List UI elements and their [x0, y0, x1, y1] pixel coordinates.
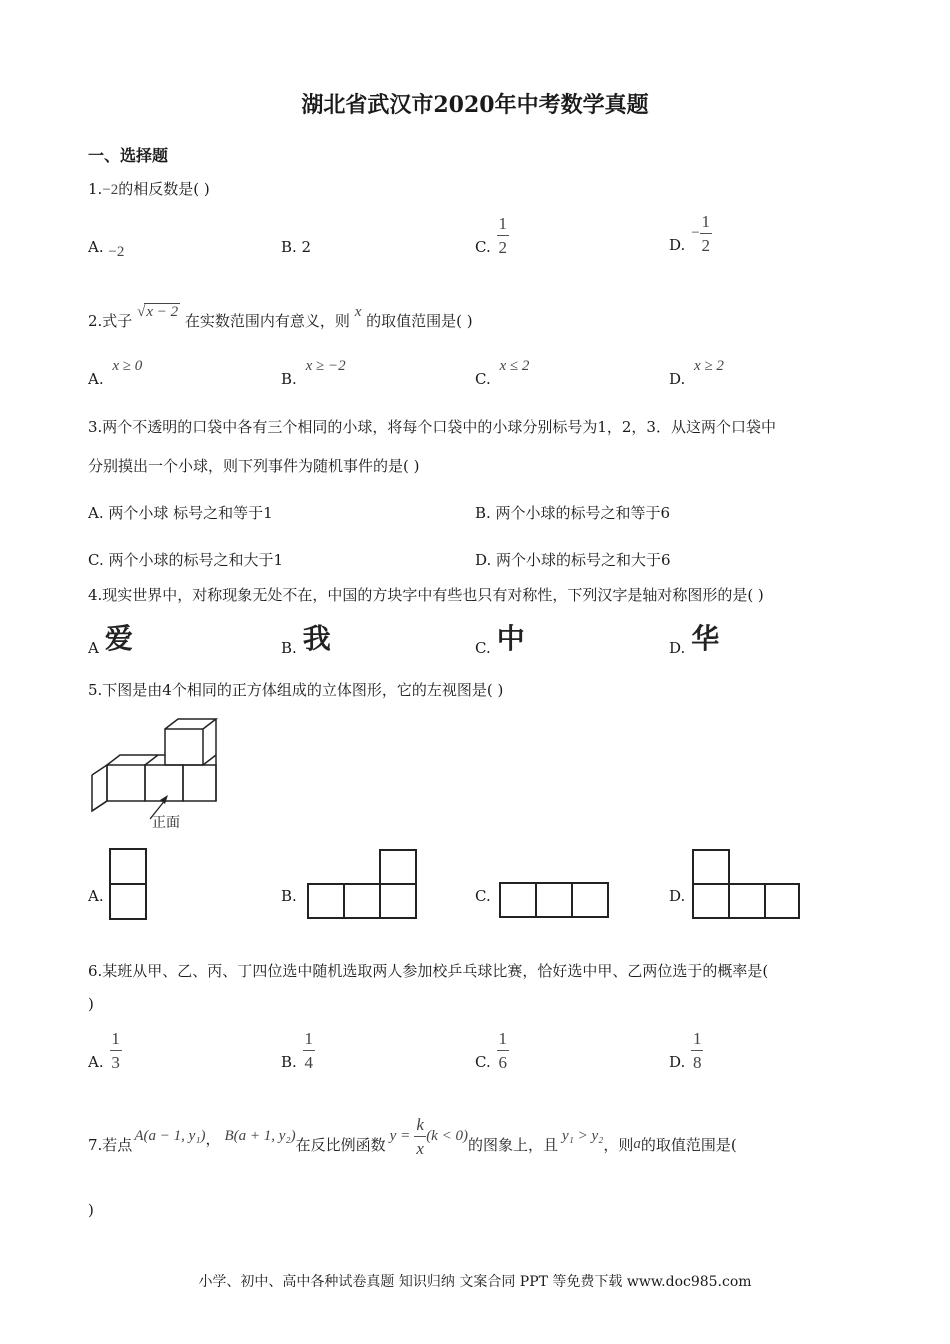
q1-option-c[interactable]: C. $\frac{1}{2}$: [475, 213, 507, 257]
q6-option-b[interactable]: B. $\frac{1}{4}$: [281, 1028, 314, 1072]
q4-option-d[interactable]: D. 华: [669, 617, 719, 657]
question-2-stem: 2.式子 √x − 2 在实数范围内有意义，则 x 的取值范围是( ): [88, 304, 473, 330]
q2-option-d[interactable]: D. x ≥ 2: [669, 358, 724, 388]
q5-option-b-label: B.: [281, 887, 297, 905]
fraction-one-eighth: $\frac{1}{8}$: [693, 1028, 702, 1072]
sqrt-expression: √x − 2: [137, 304, 179, 320]
question-5-stem: 5.下图是由4个相同的正方体组成的立体图形，它的左视图是( ): [88, 681, 504, 699]
fraction-neg-one-half: $\frac{1}{2}$: [701, 211, 710, 255]
q6-option-a[interactable]: A. $\frac{1}{3}$: [88, 1028, 120, 1072]
q1-option-a[interactable]: A. −2: [88, 238, 125, 260]
q2-option-c[interactable]: C. x ≤ 2: [475, 358, 530, 388]
q4-option-c[interactable]: C. 中: [475, 617, 525, 657]
q2-option-b[interactable]: B. x ≥ −2: [281, 358, 346, 388]
question-3-line-2: 分别摸出一个小球，则下列事件为随机事件的是( ): [88, 457, 420, 475]
q5-option-a-label: A.: [88, 887, 104, 905]
q6-option-c[interactable]: C. $\frac{1}{6}$: [475, 1028, 507, 1072]
q5-option-c-figure[interactable]: [498, 881, 610, 919]
fraction-k-over-x: $\frac{k}{x}$: [414, 1116, 426, 1157]
point-b: B(a + 1, y₂): [224, 1128, 296, 1144]
q6-option-d[interactable]: D. $\frac{1}{8}$: [669, 1028, 702, 1072]
fraction-one-half: $\frac{1}{2}$: [498, 213, 507, 257]
question-6-line-1: 6.某班从甲、乙、丙、丁四位选中随机选取两人参加校乒乓球比赛，恰好选中甲、乙两位选于的概率是(: [88, 962, 769, 980]
page-footer: 小学、初中、高中各种试卷真题 知识归纳 文案合同 PPT 等免费下载 www.doc985.com: [198, 1274, 752, 1290]
fraction-one-quarter: $\frac{1}{4}$: [304, 1028, 314, 1072]
point-a: A(a − 1, y₁): [134, 1128, 206, 1144]
q3-option-b[interactable]: B. 两个小球的标号之和等于6: [475, 504, 671, 522]
inequality-y1-y2: y₁ > y₂: [561, 1128, 604, 1144]
section-heading: 一、选择题: [88, 146, 169, 165]
q1-option-d[interactable]: D. − $\frac{1}{2}$: [669, 211, 710, 255]
q1-option-b[interactable]: B. 2: [281, 238, 312, 256]
q5-option-a-figure[interactable]: [108, 847, 148, 921]
q5-option-b-figure[interactable]: [306, 848, 420, 920]
char-hua-image: 华: [691, 622, 720, 655]
q5-option-d-label: D.: [669, 887, 686, 905]
question-6-line-2: ): [88, 995, 94, 1013]
fraction-one-third: $\frac{1}{3}$: [111, 1028, 120, 1072]
q3-option-a[interactable]: A. 两个小球 标号之和等于1: [88, 504, 273, 522]
neg-two: −2: [102, 182, 119, 198]
char-zhong-image: 中: [496, 622, 525, 655]
q5-option-c-label: C.: [475, 887, 491, 905]
question-7-stem: 7.若点 A(a − 1, y₁) ， B(a + 1, y₂) 在反比例函数 y = $\frac{k}{x}$ (k < 0) 的图象上，且 y₁ > y₂ ，则 a 的取值范围是(: [88, 1115, 737, 1158]
q2-option-a[interactable]: A. x ≥ 0: [88, 358, 143, 388]
question-7-line-2: ): [88, 1201, 94, 1219]
question-3-line-1: 3.两个不透明的口袋中各有三个相同的小球，将每个口袋中的小球分别标号为1，2，3．从这两个口袋中: [88, 418, 776, 436]
char-wo-image: 我: [302, 622, 331, 655]
fraction-one-sixth: $\frac{1}{6}$: [498, 1028, 507, 1072]
page-title: 湖北省武汉市2020年中考数学真题: [301, 92, 649, 118]
q3-option-d[interactable]: D. 两个小球的标号之和大于6: [475, 551, 671, 569]
question-4-stem: 4.现实世界中，对称现象无处不在，中国的方块字中有些也只有对称性，下列汉字是轴对称图形的是( ): [88, 586, 764, 604]
char-ai-image: 爱: [104, 622, 133, 655]
front-label: 正面: [152, 815, 180, 831]
q5-option-d-figure[interactable]: [691, 848, 803, 920]
q4-option-a[interactable]: A 爱: [88, 617, 133, 657]
question-1-stem: 1.−2的相反数是( ): [88, 180, 210, 198]
q4-option-b[interactable]: B. 我: [281, 617, 331, 657]
q3-option-c[interactable]: C. 两个小球的标号之和大于1: [88, 551, 284, 569]
